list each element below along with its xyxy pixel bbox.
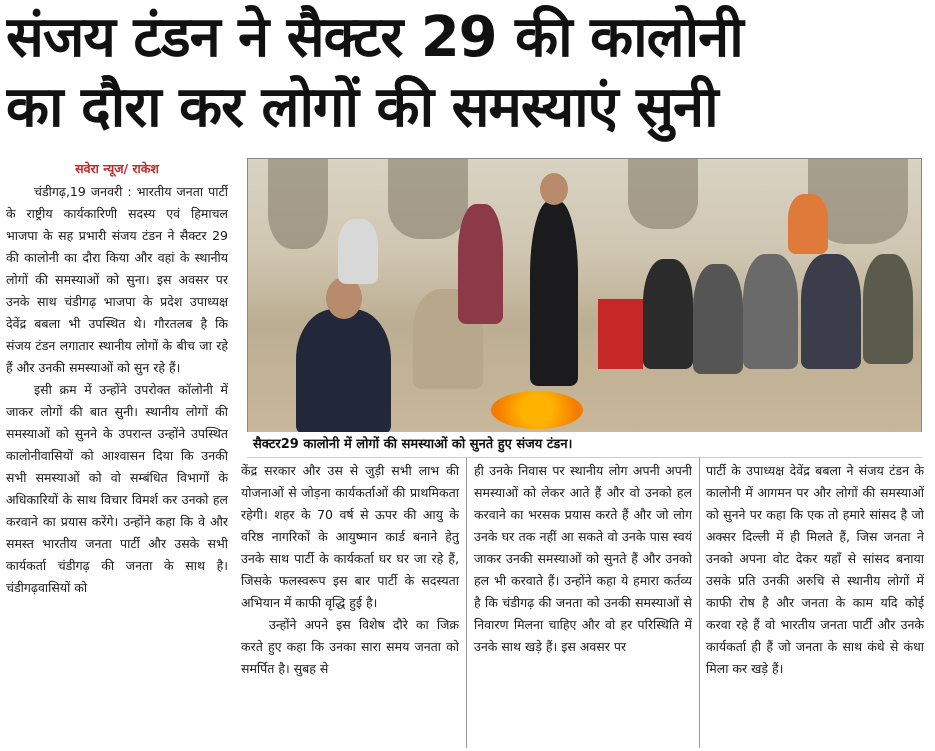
standing-man-figure xyxy=(338,219,378,284)
article-column-2 xyxy=(241,460,459,748)
tree-shape xyxy=(388,159,468,239)
seated-man-figure xyxy=(643,259,693,369)
headline xyxy=(6,2,931,142)
headline-line-2: का दौरा कर लोगों की समस्याएं सुनी xyxy=(6,75,718,140)
tree-shape xyxy=(268,159,328,249)
tree-shape xyxy=(628,159,698,229)
article-column-4 xyxy=(706,460,924,748)
standing-man-figure xyxy=(788,194,828,254)
headline-line-1: संजय टंडन ने सैक्टर 29 की कालोनी xyxy=(6,5,743,70)
seated-man-figure xyxy=(296,309,391,433)
news-photo xyxy=(247,158,922,433)
paragraph: इसी क्रम में उन्होंने उपरोक्त कॉलोनी में जाकर लोगों की बात सुनी। स्थानीय लोगों की समस्याओं को सुनने के उपरान्त उन्होंने उपस्थित कालोनीवासियों को आश्वासन दिया कि उनकी सभी समस्याओं को वो सम्बंधित विभागों के अधिकारियों के साथ विचार विमर्श कर उनको हल करवाने का प्रयास करेंगे। उन्होंने कहा कि वे और समस्त भारतीय जनता पार्टी और उसके सभी कार्यकर्ता चंडीगढ़ की जनता के साथ है। चंडीगढ़वासियों को xyxy=(6,382,228,595)
person-head xyxy=(540,173,568,205)
column-divider xyxy=(699,458,700,748)
seated-man-figure xyxy=(693,264,743,374)
paragraph: ही उनके निवास पर स्थानीय लोग अपनी अपनी समस्याओं को लेकर आते हैं और वो उनको हल करवाने का भरसक प्रयास करते हैं और जो लोग उनके घर तक नहीं आ सकते वो उनके पास स्वयं जाकर उनकी समस्याओं को सुनते हैं और उनको हल भी करवाते हैं। उन्होंने कहा ये हमारा कर्तव्य है कि चंडीगढ़ की जनता को उनकी समस्याओं से निवारण मिलना चाहिए और वो हर परिस्थिति में उनके साथ खड़े हैं। इस अवसर पर xyxy=(474,463,692,654)
seated-man-figure xyxy=(863,254,913,364)
article-column-1 xyxy=(6,158,228,748)
red-chair xyxy=(598,299,643,369)
speaking-man-figure xyxy=(530,201,578,386)
column-divider xyxy=(466,458,467,748)
paragraph: केंद्र सरकार और उस से जुड़ी सभी लाभ की योजनाओं से जोड़ना कार्यकर्ताओं की प्राथमिकता रहेगी। शहर के 70 वर्ष से ऊपर की आयु के वरिष्ठ नागरिकों के आयुष्मान कार्ड बनाने हेतु उनके साथ पार्टी के कार्यकर्ता घर घर जा रहे हैं, जिसके फलस्वरूप इस बार पार्टी के सदस्यता अभियान में काफी वृद्धि हुई है। xyxy=(241,463,459,610)
byline: सवेरा न्यूज/ राकेश xyxy=(75,161,159,176)
paragraph: पार्टी के उपाध्यक्ष देवेंद्र बबला ने संजय टंडन के कालोनी में आगमन पर और लोगों की समस्याओं को सुनने पर कहा कि एक तो हमारे सांसद है जो अक्सर दिल्ली में ही मिलते हैं, जिस जनता ने उनको अपना वोट देकर यहाँ से सांसद बनाया उसके प्रति उनकी अरुचि से स्थानीय लोगों में काफी रोष है और जनता के काम यदि कोई करवा रहे हैं वो भारतीय जनता पार्टी और उनके कार्यकर्ता ही हैं जो जनता के साथ कंधे से कंधा मिला कर खड़े हैं। xyxy=(706,463,924,676)
paragraph: चंडीगढ़,19 जनवरी : भारतीय जनता पार्टी के राष्ट्रीय कार्यकारिणी सदस्य एवं हिमाचल भाजपा के सह प्रभारी संजय टंडन ने सैक्टर 29 की कालोनी का दौरा किया और वहां के स्थानीय लोगों की समस्याओं को सुना। इस अवसर पर उनके साथ चंडीगढ़ भाजपा के प्रदेश उपाध्यक्ष देवेंद्र बबला भी उपस्थित थे। गौरतलब है कि संजय टंडन लगातार स्थानीय लोगों के बीच जा रहे हैं और उनकी समस्याओं को सुन रहे हैं। xyxy=(6,184,228,375)
seated-man-figure xyxy=(801,254,861,369)
article-column-3 xyxy=(474,460,692,748)
seated-man-figure xyxy=(743,254,798,369)
paragraph: उन्होंने अपने इस विशेष दौरे का जिक्र करते हुए कहा कि उनका सारा समय जनता को समर्पित है। सुबह से xyxy=(241,617,459,676)
marigold-flowers xyxy=(491,391,583,429)
photo-caption: सैक्टर29 कालोनी में लोगों की समस्याओं को सुनते हुए संजय टंडन। xyxy=(247,432,922,458)
standing-man-figure xyxy=(458,204,503,324)
